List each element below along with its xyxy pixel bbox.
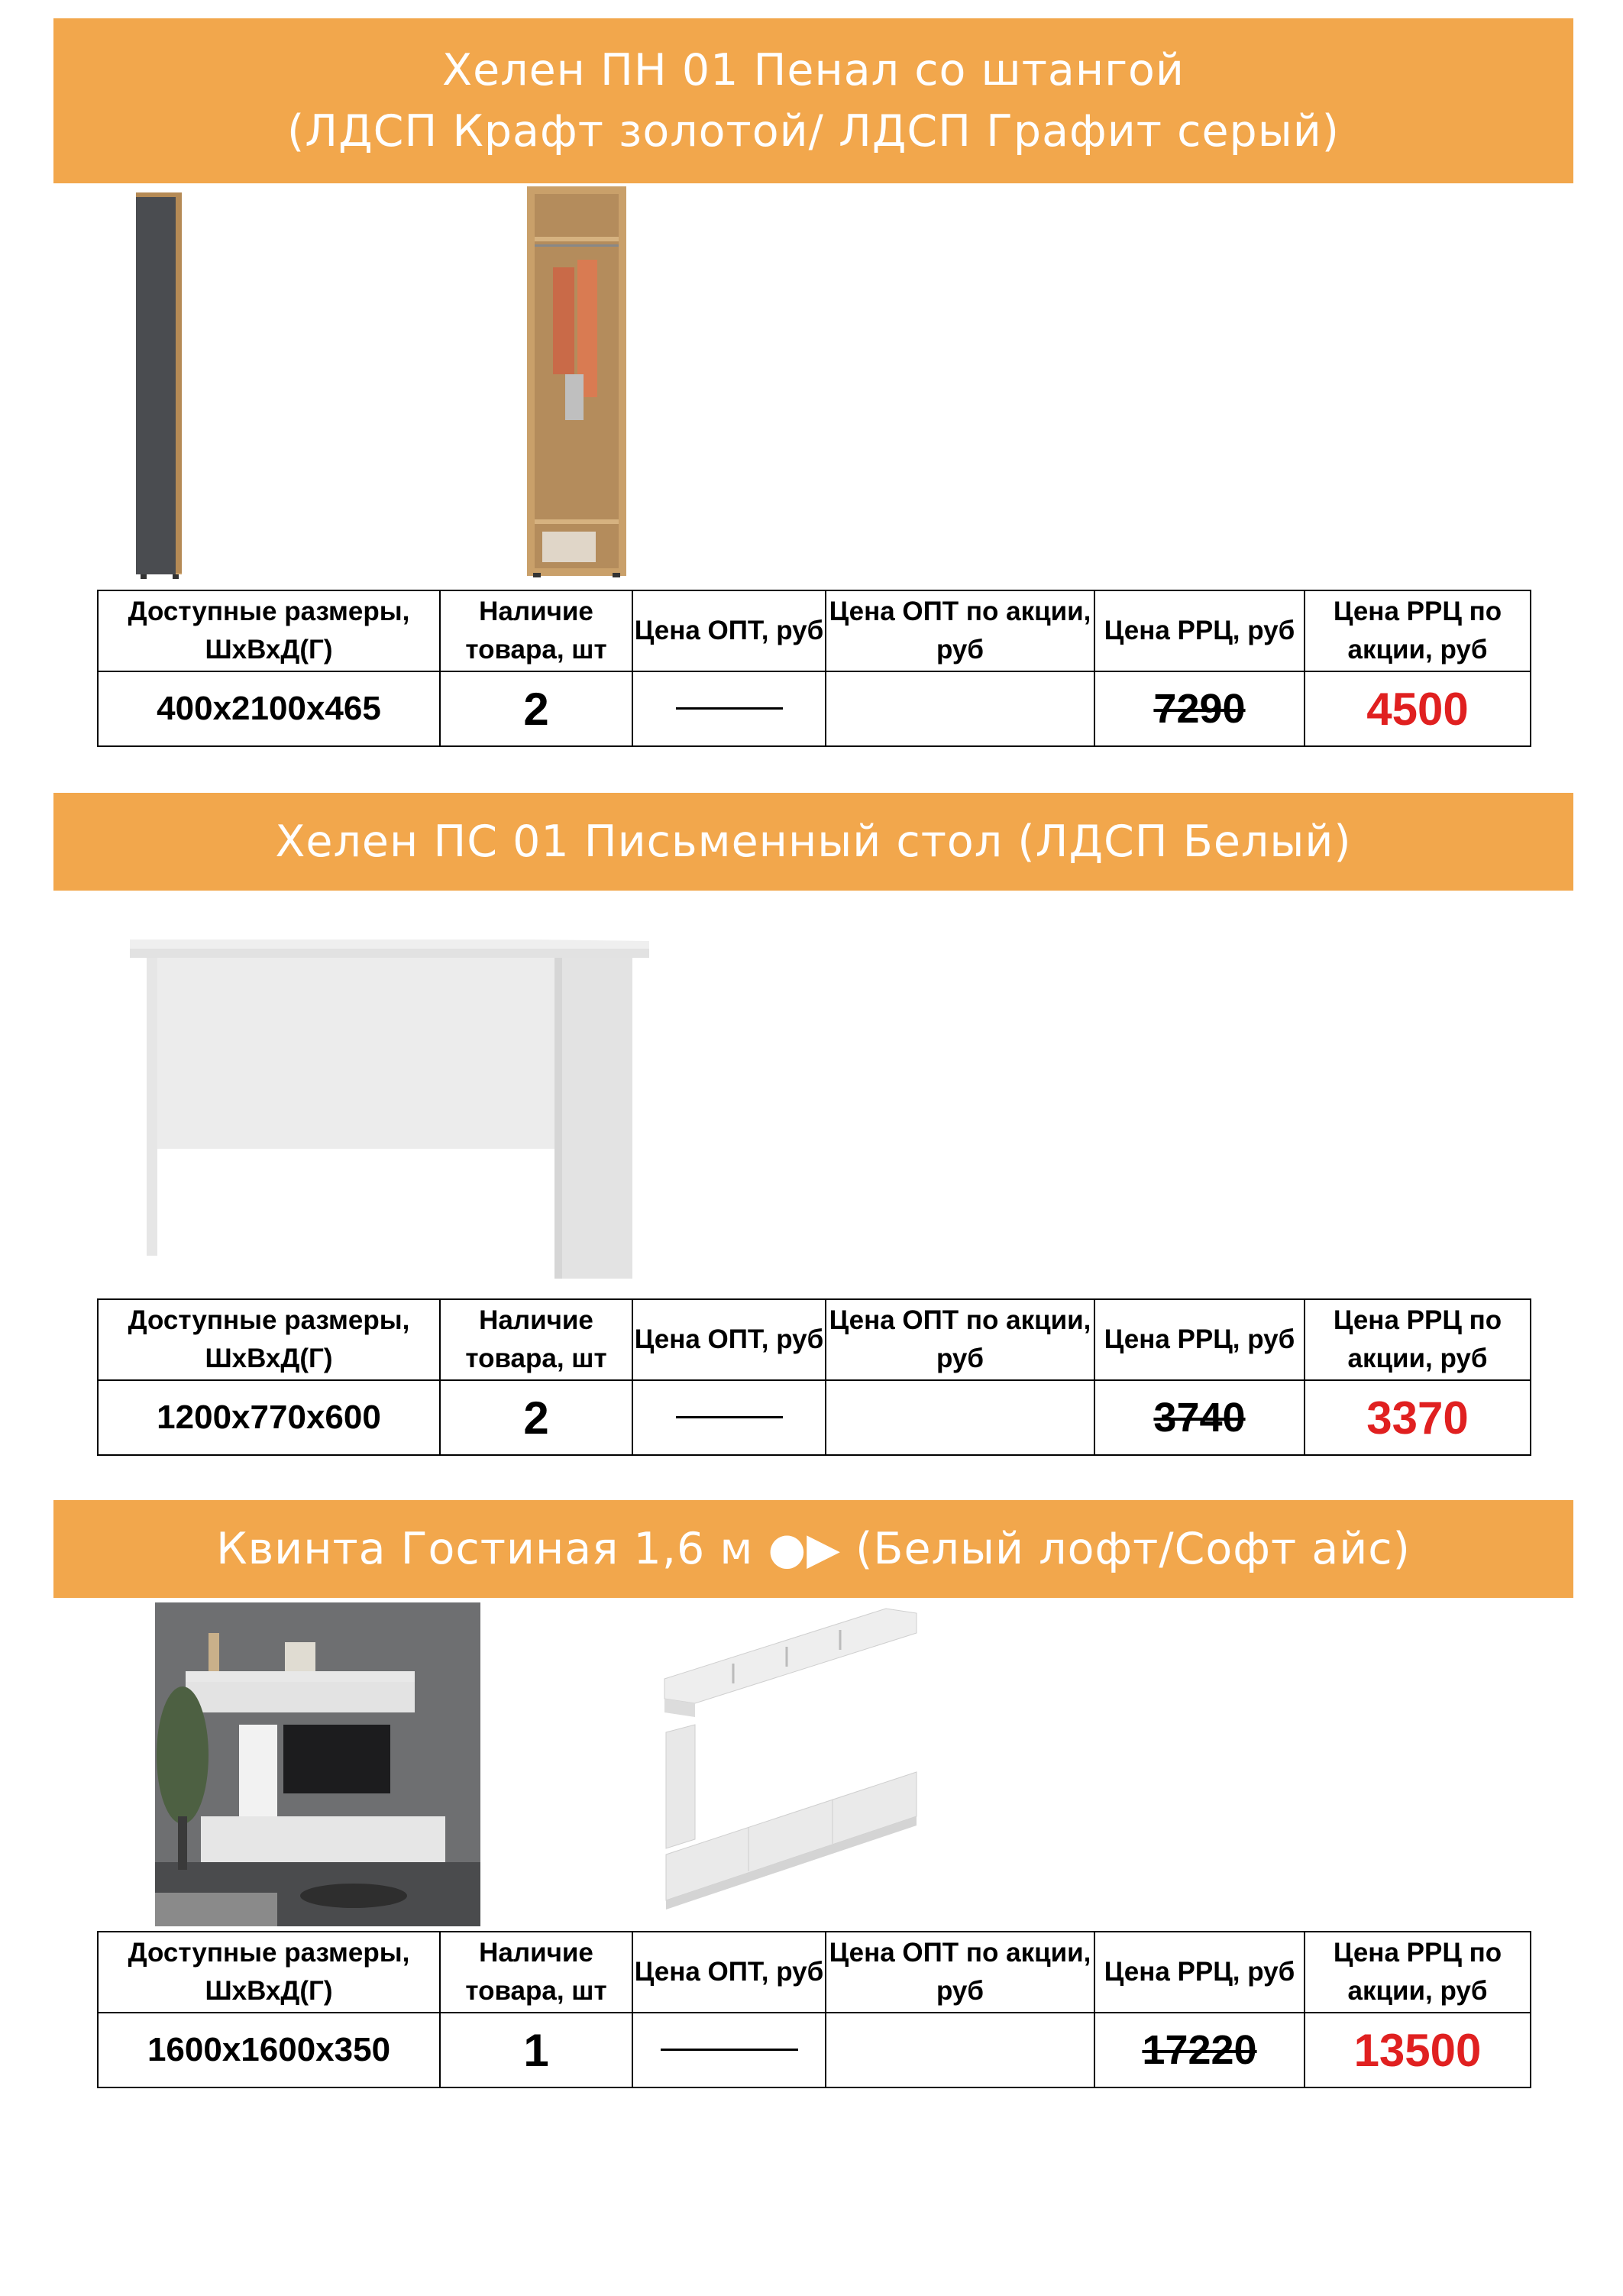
product-title-line1: Квинта Гостиная 1,6 м ●▶ (Белый лофт/Софт айс) bbox=[216, 1524, 1411, 1574]
product-spec-table bbox=[97, 590, 1531, 747]
product-title-banner bbox=[53, 18, 1573, 183]
price-opt-promo-empty bbox=[826, 2013, 1094, 2087]
header-price-rrc-promo: Цена РРЦ по акции, руб bbox=[1305, 1299, 1531, 1380]
header-stock: Наличие товара, шт bbox=[440, 1932, 632, 2013]
wardrobe-closed-image bbox=[115, 191, 191, 580]
promo-price: 3370 bbox=[1366, 1392, 1469, 1444]
header-sizes: Доступные размеры, ШхВхД(Г) bbox=[98, 590, 440, 671]
wall-unit-image bbox=[657, 1602, 932, 1923]
wardrobe-open-image bbox=[519, 183, 634, 580]
product-spec-table bbox=[97, 1298, 1531, 1456]
product-title-banner bbox=[53, 793, 1573, 891]
product-title-banner bbox=[53, 1500, 1573, 1598]
stock-value: 2 bbox=[523, 683, 549, 735]
size-value: 1600x1600x350 bbox=[147, 2031, 391, 2068]
old-price: 3740 bbox=[1153, 1395, 1246, 1441]
header-price-rrc: Цена РРЦ, руб bbox=[1094, 590, 1305, 671]
price-opt-dash bbox=[661, 2049, 798, 2051]
price-opt-dash bbox=[676, 1416, 783, 1418]
product-title-line1: Хелен ПС 01 Письменный стол (ЛДСП Белый) bbox=[275, 817, 1352, 867]
old-price: 17220 bbox=[1142, 2027, 1257, 2073]
header-price-opt: Цена ОПТ, руб bbox=[632, 590, 826, 671]
header-stock: Наличие товара, шт bbox=[440, 1299, 632, 1380]
header-sizes: Доступные размеры, ШхВхД(Г) bbox=[98, 1932, 440, 2013]
stock-value: 1 bbox=[523, 2024, 549, 2076]
living-room-interior-image bbox=[155, 1602, 480, 1926]
price-opt-dash bbox=[676, 707, 783, 710]
promo-price: 4500 bbox=[1366, 683, 1469, 735]
product-spec-table bbox=[97, 1931, 1531, 2088]
header-price-rrc: Цена РРЦ, руб bbox=[1094, 1932, 1305, 2013]
size-value: 1200x770x600 bbox=[157, 1399, 381, 1436]
old-price: 7290 bbox=[1153, 686, 1246, 732]
header-price-opt-promo: Цена ОПТ по акции, руб bbox=[826, 590, 1094, 671]
price-opt-promo-empty bbox=[826, 1380, 1094, 1455]
header-price-opt: Цена ОПТ, руб bbox=[632, 1299, 826, 1380]
header-price-opt-promo: Цена ОПТ по акции, руб bbox=[826, 1932, 1094, 2013]
product-title-line1: Хелен ПН 01 Пенал со штангой bbox=[442, 45, 1185, 95]
promo-price: 13500 bbox=[1353, 2024, 1482, 2076]
size-value: 400x2100x465 bbox=[157, 690, 381, 727]
price-opt-promo-empty bbox=[826, 671, 1094, 746]
header-price-opt-promo: Цена ОПТ по акции, руб bbox=[826, 1299, 1094, 1380]
header-price-rrc-promo: Цена РРЦ по акции, руб bbox=[1305, 590, 1531, 671]
header-stock: Наличие товара, шт bbox=[440, 590, 632, 671]
header-price-rrc-promo: Цена РРЦ по акции, руб bbox=[1305, 1932, 1531, 2013]
header-price-opt: Цена ОПТ, руб bbox=[632, 1932, 826, 2013]
product-title-line2: (ЛДСП Крафт золотой/ ЛДСП Графит серый) bbox=[287, 106, 1340, 157]
desk-image bbox=[122, 930, 657, 1282]
stock-value: 2 bbox=[523, 1392, 549, 1444]
header-price-rrc: Цена РРЦ, руб bbox=[1094, 1299, 1305, 1380]
header-sizes: Доступные размеры, ШхВхД(Г) bbox=[98, 1299, 440, 1380]
